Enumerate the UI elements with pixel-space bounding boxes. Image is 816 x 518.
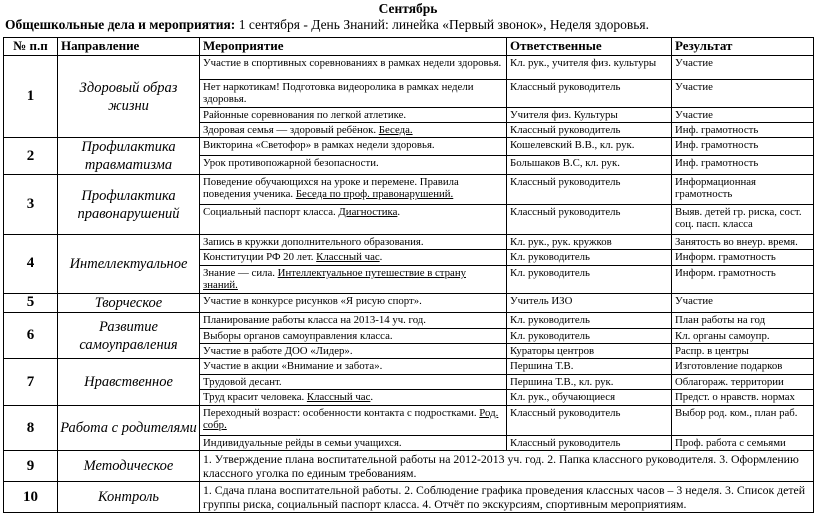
event-cell: Районные соревнования по легкой атлетике. (200, 107, 507, 122)
event-cell: Выборы органов самоуправления класса. (200, 328, 507, 343)
event-link[interactable]: Классный час (306, 390, 371, 403)
result-cell: Участие (672, 80, 814, 108)
responsible-cell: Кл. рук., учителя физ. культуры (507, 56, 672, 80)
result-cell: План работы на год (672, 312, 814, 328)
result-cell: Изготовление подарков (672, 359, 814, 374)
result-cell: Информ. грамотность (672, 265, 814, 293)
event-cell (200, 175, 507, 205)
page-subtitle (5, 17, 649, 33)
responsible-cell: Учитель ИЗО (507, 293, 672, 312)
result-cell: Предст. о нравств. нормах (672, 389, 814, 405)
responsible-cell: Большаков В.С, кл. рук. (507, 156, 672, 175)
page-title: Сентябрь (378, 1, 438, 16)
result-cell: Выяв. детей гр. риска, сост. соц. пасп. класса (672, 205, 814, 235)
result-cell: Участие (672, 107, 814, 122)
result-cell: Кл. органы самоупр. (672, 328, 814, 343)
event-cell: Викторина «Светофор» в рамках недели здоровья. (200, 138, 507, 156)
subtitle-label: Общешкольные дела и мероприятия: (5, 17, 236, 32)
event-cell: Трудовой десант. (200, 374, 507, 389)
responsible-cell: Кошелевский В.В., кл. рук. (507, 138, 672, 156)
subtitle-text: 1 сентября - День Знаний: линейка «Первый звонок», Неделя здоровья. (235, 17, 649, 32)
event-cell: Индивидуальные рейды в семьи учащихся. (200, 435, 507, 450)
result-cell: Информационная грамотность (672, 175, 814, 205)
responsible-cell: Кл. руководитель (507, 312, 672, 328)
event-link[interactable]: Род. собр. (203, 406, 499, 432)
responsible-cell: Классный руководитель (507, 405, 672, 435)
section-direction: Профилактика травматизма (58, 138, 200, 175)
event-text-after: . (379, 251, 383, 264)
responsible-cell: Кл. руководитель (507, 265, 672, 293)
table-row (4, 482, 814, 513)
section-number: 2 (4, 138, 58, 175)
event-cell (200, 389, 507, 405)
event-link[interactable]: Интеллектуальное путешествие в страну знаний. (203, 266, 467, 292)
responsible-cell: Классный руководитель (507, 435, 672, 450)
section-direction: Контроль (58, 482, 200, 513)
section-merged-text: 1. Утверждение плана воспитательной работы на 2012-2013 уч. год. 2. Папка классного руководителя. 3. Оформлению классного уголка по единым требованиям. (200, 451, 814, 482)
table-row (4, 293, 814, 312)
responsible-cell: Учителя физ. Культуры (507, 107, 672, 122)
column-header-event: Мероприятие (200, 38, 507, 56)
section-number: 6 (4, 312, 58, 359)
event-text: Знание — сила. (203, 266, 278, 279)
responsible-cell: Кл. руководитель (507, 328, 672, 343)
result-cell: Информ. грамотность (672, 250, 814, 265)
result-cell: Инф. грамотность (672, 122, 814, 137)
result-cell: Распр. в центры (672, 344, 814, 359)
table-row (4, 56, 814, 80)
event-text: Здоровая семья — здоровый ребёнок. (203, 123, 379, 136)
section-direction: Методическое (58, 451, 200, 482)
section-direction: Интеллектуальное (58, 235, 200, 294)
responsible-cell: Кл. рук., рук. кружков (507, 235, 672, 250)
event-text: Поведение обучающихся на уроке и перемене. Правила поведения ученика. (203, 176, 459, 201)
responsible-cell: Першина Т.В., кл. рук. (507, 374, 672, 389)
result-cell: Участие (672, 293, 814, 312)
table-row (4, 451, 814, 482)
section-number: 9 (4, 451, 58, 482)
event-link[interactable]: Классный час (316, 251, 380, 264)
event-cell (200, 405, 507, 435)
event-text: Социальный паспорт класса. (203, 206, 339, 219)
event-cell (200, 205, 507, 235)
column-header-num: № п.п (4, 38, 58, 56)
result-cell: Участие (672, 56, 814, 80)
event-cell: Нет наркотикам! Подготовка видеоролика в рамках недели здоровья. (200, 80, 507, 108)
table-row (4, 235, 814, 250)
section-direction: Профилактика правонарушений (58, 175, 200, 235)
event-link[interactable]: Беседа. (378, 123, 413, 136)
column-header-result: Результат (672, 38, 814, 56)
event-text-after: . (370, 390, 374, 403)
responsible-cell: Кураторы центров (507, 344, 672, 359)
result-cell: Инф. грамотность (672, 138, 814, 156)
responsible-cell: Классный руководитель (507, 205, 672, 235)
section-number: 4 (4, 235, 58, 294)
section-number: 3 (4, 175, 58, 235)
result-cell: Занятость во внеур. время. (672, 235, 814, 250)
column-header-direction: Направление (58, 38, 200, 56)
event-text-after: . (397, 206, 401, 219)
event-cell: Планирование работы класса на 2013-14 уч. год. (200, 312, 507, 328)
event-cell: Участие в спортивных соревнованиях в рамках недели здоровья. (200, 56, 507, 80)
column-header-responsible: Ответственные (507, 38, 672, 56)
result-cell: Проф. работа с семьями (672, 435, 814, 450)
responsible-cell: Классный руководитель (507, 122, 672, 137)
event-cell (200, 250, 507, 265)
section-number: 1 (4, 56, 58, 138)
result-cell: Выбор род. ком., план раб. (672, 405, 814, 435)
table-row (4, 138, 814, 156)
section-number: 8 (4, 405, 58, 450)
responsible-cell: Першина Т.В. (507, 359, 672, 374)
table-row (4, 359, 814, 374)
table-body (4, 56, 814, 513)
section-direction: Работа с родителями (58, 405, 200, 450)
event-cell (200, 122, 507, 137)
result-cell: Инф. грамотность (672, 156, 814, 175)
responsible-cell: Кл. рук., обучающиеся (507, 389, 672, 405)
event-cell: Участие в работе ДОО «Лидер». (200, 344, 507, 359)
table-row (4, 312, 814, 328)
event-cell: Запись в кружки дополнительного образования. (200, 235, 507, 250)
event-cell: Участие в конкурсе рисунков «Я рисую спорт». (200, 293, 507, 312)
section-number: 5 (4, 293, 58, 312)
event-link[interactable]: Диагностика (338, 206, 398, 219)
event-link[interactable]: Беседа по проф. правонарушений. (295, 188, 454, 201)
event-cell (200, 265, 507, 293)
event-cell: Урок противопожарной безопасности. (200, 156, 507, 175)
section-direction: Нравственное (58, 359, 200, 406)
responsible-cell: Классный руководитель (507, 80, 672, 108)
responsible-cell: Классный руководитель (507, 175, 672, 205)
responsible-cell: Кл. руководитель (507, 250, 672, 265)
table-header-row (4, 38, 814, 56)
section-number: 7 (4, 359, 58, 406)
event-text: Труд красит человека. (203, 390, 307, 403)
event-text: Конституции РФ 20 лет. (203, 251, 317, 264)
table-row (4, 175, 814, 205)
result-cell: Облагораж. территории (672, 374, 814, 389)
event-text: Переходный возраст: особенности контакта с подростками. (203, 406, 480, 419)
section-merged-text: 1. Сдача плана воспитательной работы. 2. Соблюдение графика проведения классных часов – 3 неделя. 3. Список детей группы риска, социальный паспорт класса. 4. Отчёт по экскурсиям, спортивным мероприятиям. (200, 482, 814, 513)
section-direction: Здоровый образ жизни (58, 56, 200, 138)
section-number: 10 (4, 482, 58, 513)
plan-table (3, 37, 814, 513)
table-row (4, 405, 814, 435)
section-direction: Творческое (58, 293, 200, 312)
section-direction: Развитие самоуправления (58, 312, 200, 359)
event-cell: Участие в акции «Внимание и забота». (200, 359, 507, 374)
